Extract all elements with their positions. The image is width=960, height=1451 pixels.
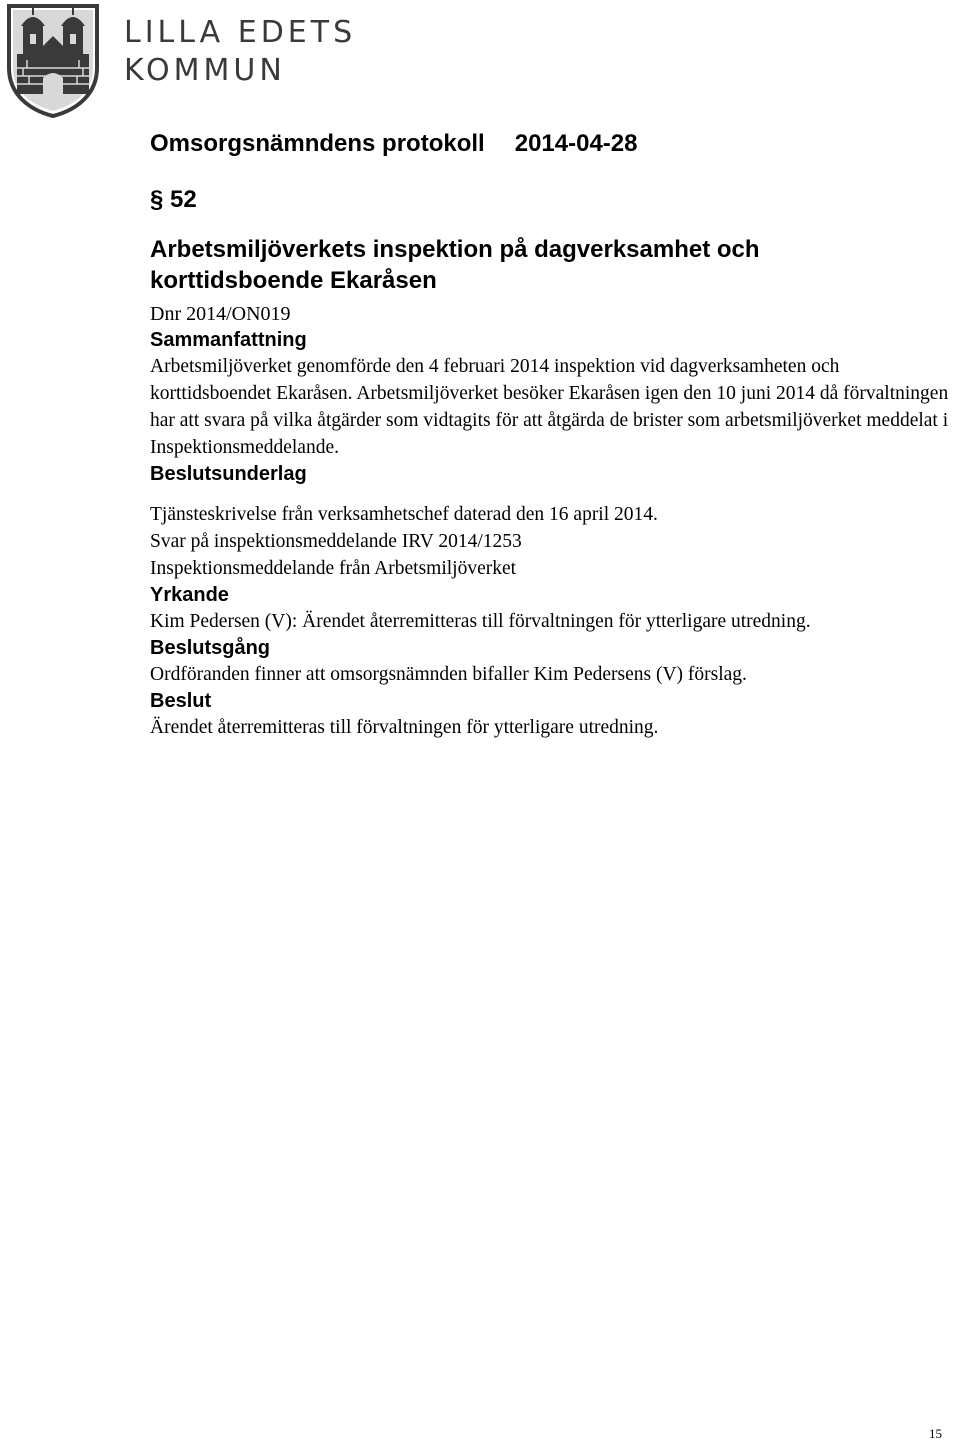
section-heading-beslutsgang: Beslutsgång [150,637,271,659]
case-dnr: Dnr 2014/ON019 [150,303,291,325]
paragraph-number: § 52 [150,186,197,213]
brand-line-1: LILLA EDETS [124,15,357,50]
beslutsunderlag-list [150,501,950,582]
section-text-beslut: Ärendet återremitteras till förvaltningen för ytterligare utredning. [150,717,659,738]
list-item: Svar på inspektionsmeddelande IRV 2014/1253 [150,531,522,552]
brand-line-2: KOMMUN [124,53,286,88]
section-text-beslutsgang: Ordföranden finner att omsorgsnämnden bifaller Kim Pedersens (V) förslag. [150,664,747,685]
case-title [150,234,950,296]
municipal-crest-icon [2,2,104,118]
section-heading-beslut: Beslut [150,690,212,712]
section-heading-sammanfattning: Sammanfattning [150,329,307,351]
protocol-header [150,124,950,164]
section-text-yrkande: Kim Pedersen (V): Ärendet återremitteras till förvaltningen för ytterligare utredning. [150,611,811,632]
section-heading-yrkande: Yrkande [150,584,229,606]
case-title-line-2: korttidsboende Ekaråsen [150,267,437,294]
page-number: 15 [929,1426,942,1441]
list-item: Tjänsteskrivelse från verksamhetschef daterad den 16 april 2014. [150,504,658,525]
municipality-logo [0,0,357,120]
section-heading-beslutsunderlag: Beslutsunderlag [150,463,307,485]
protocol-date: 2014-04-28 [514,130,638,157]
protocol-content [150,124,950,741]
case-title-line-1: Arbetsmiljöverkets inspektion på dagverksamhet och [150,236,760,263]
section-text-sammanfattning: Arbetsmiljöverket genomförde den 4 februari 2014 inspektion vid dagverksamheten och korttidsboendet Ekaråsen. Arbetsmiljöverket besöker Ekaråsen igen den 10 juni 2014 då förvaltningen har att svara på vilka åtgärder som vidtagits för att åtgärda de brister som arbetsmiljöverket meddelat i Inspektionsmeddelande. [150,356,949,458]
list-item: Inspektionsmeddelande från Arbetsmiljöverket [150,558,517,579]
protocol-title: Omsorgsnämndens protokoll [150,130,485,157]
municipality-name [124,14,356,90]
